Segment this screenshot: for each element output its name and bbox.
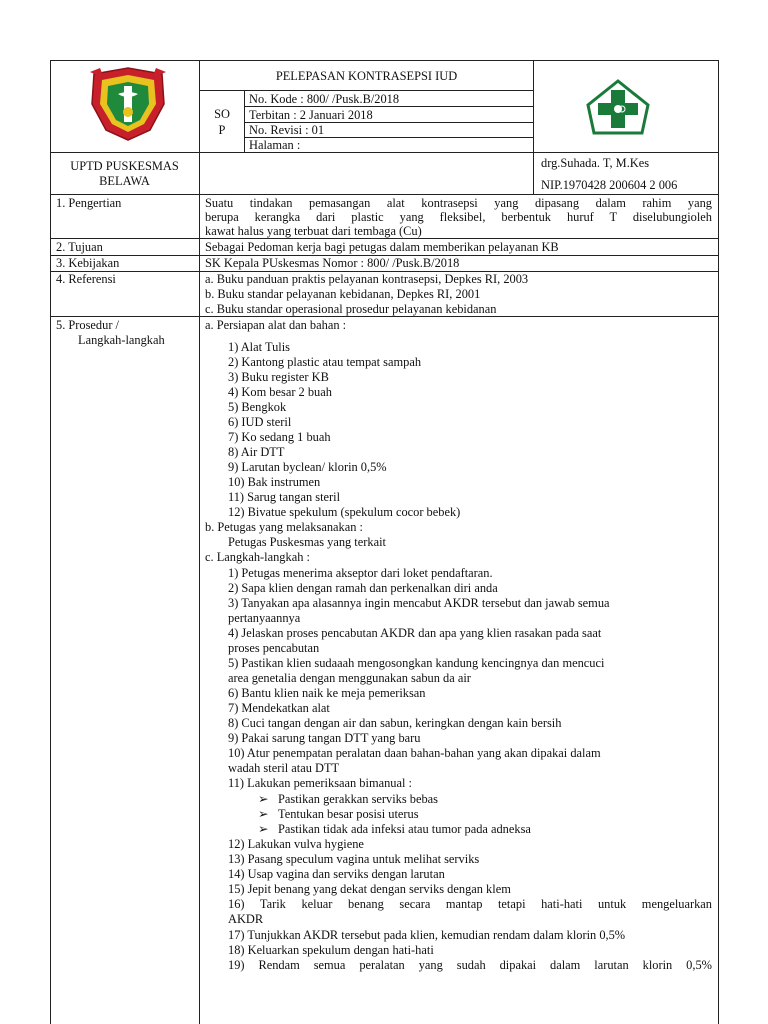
step-item: 3) Tanyakan apa alasannya ingin mencabut AKDR tersebut dan jawab semua <box>228 596 610 610</box>
pengertian-line2: berupa kerangka dari plastic yang fleksibel, berbentuk huruf T diselubungioleh <box>205 210 712 224</box>
kebijakan-text: SK Kepala PUskesmas Nomor : 800/ /Pusk.B/2018 <box>205 256 460 270</box>
border-left <box>50 60 51 1024</box>
step-item: 14) Usap vagina dan serviks dengan larutan <box>228 867 445 881</box>
petugas-title: b. Petugas yang melaksanakan : <box>205 520 363 534</box>
no-kode: No. Kode : 800/ /Pusk.B/2018 <box>249 92 400 106</box>
border-right <box>718 60 719 1024</box>
step-item: 16) Tarik keluar benang secara mantap tetapi hati-hati untuk mengeluarkan <box>228 897 712 911</box>
step-item: 15) Jepit benang yang dekat dengan serviks dengan klem <box>228 882 511 896</box>
hline <box>50 238 719 239</box>
step-item: 5) Pastikan klien sudaaah mengosongkan kandung kencingnya dan mencuci <box>228 656 605 670</box>
step-item: 4) Jelaskan proses pencabutan AKDR dan apa yang klien rasakan pada saat <box>228 626 602 640</box>
step-item: 8) Cuci tangan dengan air dan sabun, keringkan dengan kain bersih <box>228 716 562 730</box>
step-item: area genetalia dengan menggunakan sabun da air <box>228 671 471 685</box>
step-item: 1) Petugas menerima akseptor dari loket pendaftaran. <box>228 566 493 580</box>
puskesmas-cross-icon <box>586 79 650 135</box>
petugas-text: Petugas Puskesmas yang terkait <box>228 535 386 549</box>
step-item: 12) Lakukan vulva hygiene <box>228 837 364 851</box>
arrow-bullet-icon: ➢ <box>258 807 269 821</box>
right-col-divider <box>533 60 534 194</box>
step-item: pertanyaannya <box>228 611 301 625</box>
step-item: 9) Pakai sarung tangan DTT yang baru <box>228 731 421 745</box>
col-divider <box>199 60 200 1024</box>
pengertian-line1: Suatu tindakan pemasangan alat kontrasepsi yang dipasang dalam rahim yang <box>205 196 712 210</box>
halaman: Halaman : <box>249 138 301 152</box>
referensi-item: a. Buku panduan praktis pelayanan kontrasepsi, Depkes RI, 2003 <box>205 272 529 286</box>
border-top <box>50 60 719 61</box>
alat-item: 5) Bengkok <box>228 400 287 414</box>
sop-label-bottom: P <box>218 123 226 137</box>
bullet-item: Tentukan besar posisi uterus <box>278 807 419 821</box>
alat-item: 12) Bivatue spekulum (spekulum cocor bebek) <box>228 505 461 519</box>
regency-emblem-icon <box>86 64 170 144</box>
sop-label-top: SO <box>214 107 230 121</box>
no-revisi: No. Revisi : 01 <box>249 123 325 137</box>
step-item: 19) Rendam semua peralatan yang sudah dipakai dalam larutan klorin 0,5% <box>228 958 712 972</box>
org-name-line1: UPTD PUSKESMAS <box>70 159 179 173</box>
bullet-item: Pastikan gerakkan serviks bebas <box>278 792 439 806</box>
tujuan-label: 2. Tujuan <box>56 240 103 254</box>
hline <box>50 316 719 317</box>
hline <box>50 152 719 153</box>
alat-item: 11) Sarug tangan steril <box>228 490 341 504</box>
sop-divider <box>244 90 245 152</box>
step-item: 2) Sapa klien dengan ramah dan perkenalkan diri anda <box>228 581 498 595</box>
arrow-bullet-icon: ➢ <box>258 822 269 836</box>
alat-item: 7) Ko sedang 1 buah <box>228 430 331 444</box>
document-title: PELEPASAN KONTRASEPSI IUD <box>275 69 458 83</box>
alat-item: 1) Alat Tulis <box>228 340 290 354</box>
step-item: 10) Atur penempatan peralatan daan bahan-bahan yang akan dipakai dalam <box>228 746 601 760</box>
signer-name: drg.Suhada. T, M.Kes <box>541 156 650 170</box>
alat-item: 9) Larutan byclean/ klorin 0,5% <box>228 460 387 474</box>
kebijakan-label: 3. Kebijakan <box>56 256 120 270</box>
alat-item: 10) Bak instrumen <box>228 475 321 489</box>
step-item: 7) Mendekatkan alat <box>228 701 330 715</box>
referensi-item: c. Buku standar operasional prosedur pelayanan kebidanan <box>205 302 497 316</box>
title-underline <box>199 90 533 91</box>
hline <box>244 106 533 107</box>
alat-item: 4) Kom besar 2 buah <box>228 385 332 399</box>
step-item: 18) Keluarkan spekulum dengan hati-hati <box>228 943 434 957</box>
alat-item: 6) IUD steril <box>228 415 292 429</box>
hline <box>50 194 719 195</box>
signer-nip: NIP.1970428 200604 2 006 <box>541 178 678 192</box>
step-item: 6) Bantu klien naik ke meja pemeriksan <box>228 686 426 700</box>
referensi-item: b. Buku standar pelayanan kebidanan, Depkes RI, 2001 <box>205 287 481 301</box>
alat-item: 3) Buku register KB <box>228 370 329 384</box>
referensi-label: 4. Referensi <box>56 272 116 286</box>
pengertian-label: 1. Pengertian <box>56 196 122 210</box>
langkah-title: c. Langkah-langkah : <box>205 550 310 564</box>
tujuan-text: Sebagai Pedoman kerja bagi petugas dalam memberikan pelayanan KB <box>205 240 559 254</box>
prosedur-label: 5. Prosedur / <box>56 318 119 332</box>
org-name-line2: BELAWA <box>99 174 150 188</box>
step-item: 13) Pasang speculum vagina untuk melihat serviks <box>228 852 480 866</box>
pengertian-line3: kawat halus yang terbuat dari tembaga (Cu) <box>205 224 422 238</box>
arrow-bullet-icon: ➢ <box>258 792 269 806</box>
step-item: 17) Tunjukkan AKDR tersebut pada klien, kemudian rendam dalam klorin 0,5% <box>228 928 626 942</box>
persiapan-title: a. Persiapan alat dan bahan : <box>205 318 347 332</box>
step-item: wadah steril atau DTT <box>228 761 340 775</box>
alat-item: 8) Air DTT <box>228 445 285 459</box>
alat-item: 2) Kantong plastic atau tempat sampah <box>228 355 422 369</box>
prosedur-label-2: Langkah-langkah <box>78 333 165 347</box>
step-item: 11) Lakukan pemeriksaan bimanual : <box>228 776 412 790</box>
step-item: AKDR <box>228 912 264 926</box>
terbitan: Terbitan : 2 Januari 2018 <box>249 108 373 122</box>
bullet-item: Pastikan tidak ada infeksi atau tumor pada adneksa <box>278 822 531 836</box>
step-item: proses pencabutan <box>228 641 320 655</box>
